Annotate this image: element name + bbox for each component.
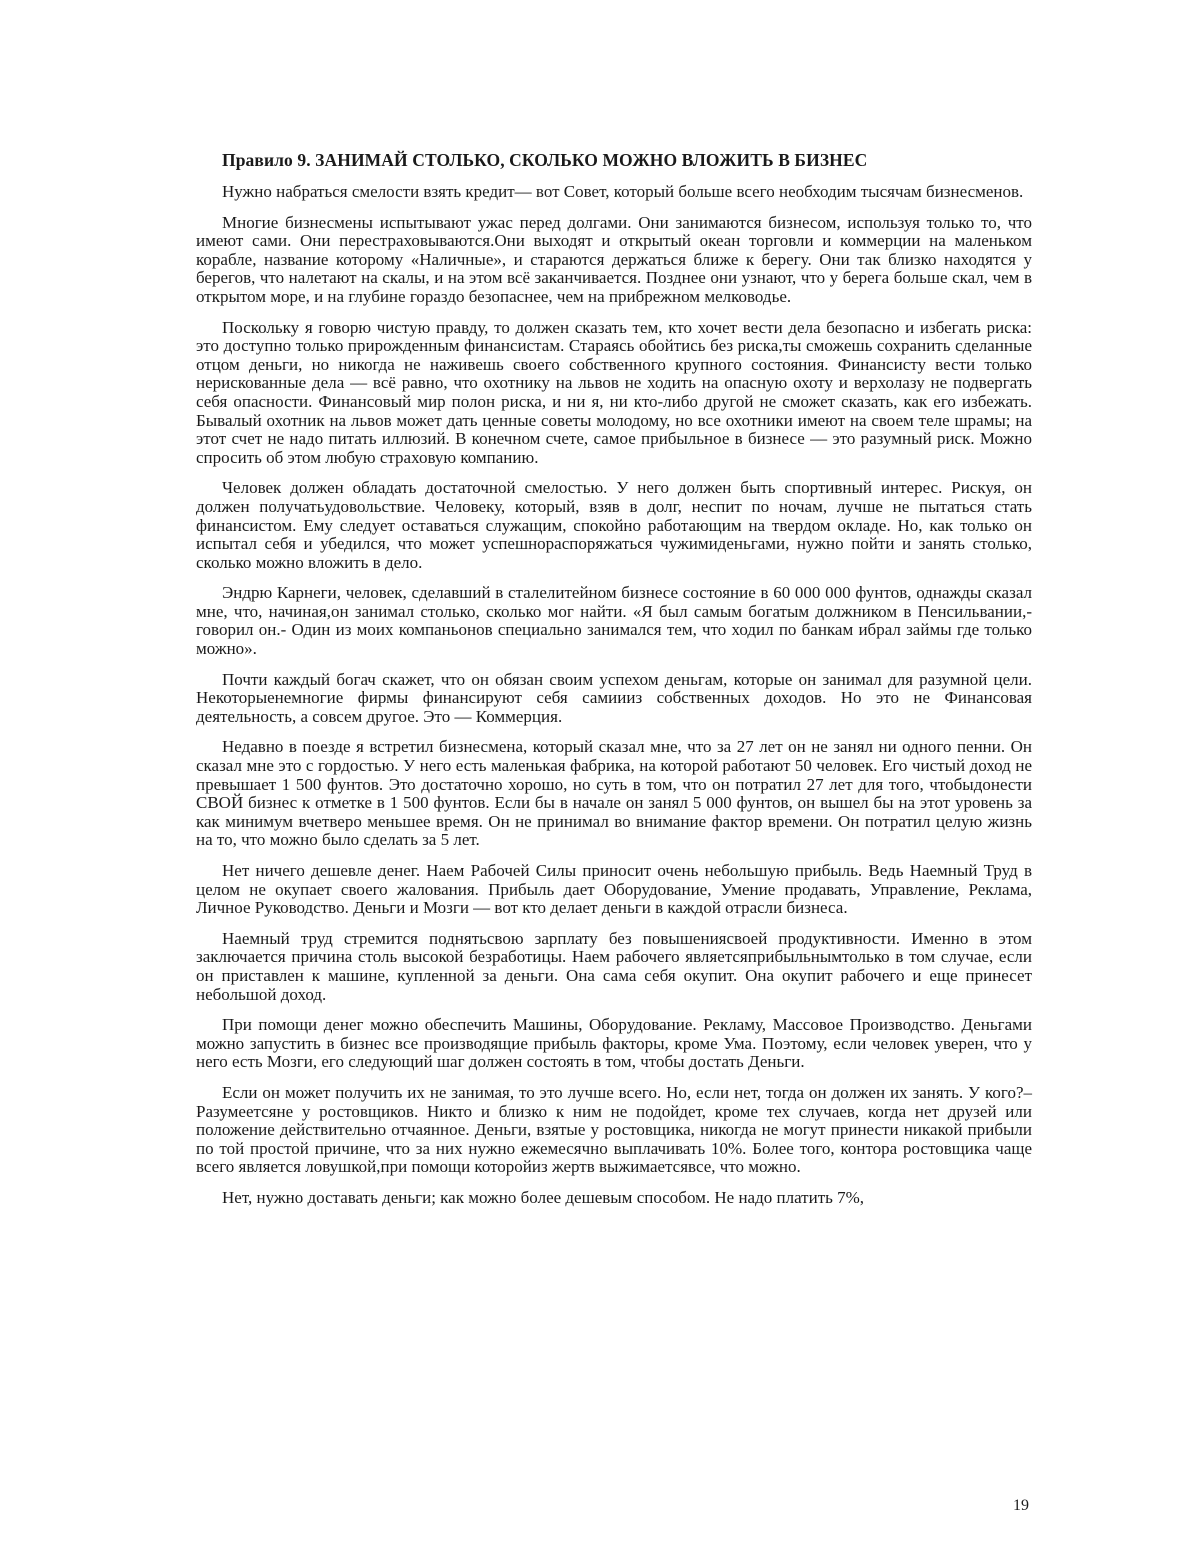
page-number: 19 — [1013, 1497, 1029, 1514]
paragraph: Многие бизнесмены испытывают ужас перед долгами. Они занимаются бизнесом, используя только то, что имеют сами. Они перестраховываются.Они выходят и открытый океан торговли и коммерции на маленьком корабле, название которому «Наличные», и стараются держаться ближе к берегу. Они так близко находятся у берегов, что налетают на скалы, и на этом всё заканчивается. Позднее они узнают, что у берега больше скал, чем в открытом море, и на глубине гораздо безопаснее, чем на прибрежном мелководье. — [196, 212, 1032, 306]
page-body — [196, 150, 1032, 1220]
paragraph: Эндрю Карнеги, человек, сделавший в сталелитейном бизнесе состояние в 60 000 000 фунтов, однажды сказал мне, что, начиная,он занимал столько, сколько мог найти. «Я был самым богатым должником в Пенсильвании,- говорил он.- Один из моих компаньонов специально занимался тем, что ходил по банкам ибрал займы где только можно». — [196, 583, 1032, 659]
section-heading: Правило 9. ЗАНИМАЙ СТОЛЬКО, СКОЛЬКО МОЖНО ВЛОЖИТЬ В БИЗНЕС — [222, 150, 868, 170]
paragraph: Человек должен обладать достаточной смелостью. У него должен быть спортивный интерес. Рискуя, он должен получатьудовольствие. Человеку, который, взяв в долг, неспит по ночам, лучше не пытаться стать финансистом. Ему следует оставаться служащим, спокойно работающим на твердом окладе. Но, как только он испытал себя и убедился, что может успешнораспоряжаться чужимиденьгами, нужно пойти и занять столько, сколько можно вложить в дело. — [196, 478, 1032, 572]
paragraph: Наемный труд стремится поднятьсвою зарплату без повышениясвоей продуктивности. Именно в этом заключается причина столь высокой безработицы. Наем рабочего являетсяприбыльнымтолько в том случае, если он приставлен к машине, купленной за деньги. Она сама себя окупит. Она окупит рабочего и еще принесет небольшой доход. — [196, 928, 1032, 1004]
paragraph: Нет ничего дешевле денег. Наем Рабочей Силы приносит очень небольшую прибыль. Ведь Наемный Труд в целом не окупает своего жалования. Прибыль дает Оборудование, Умение продавать, Управление, Реклама, Личное Руководство. Деньги и Мозги — вот кто делает деньги в каждой отрасли бизнеса. — [196, 861, 1032, 918]
paragraph: Если он может получить их не занимая, то это лучше всего. Но, если нет, тогда он должен их занять. У кого?– Разумеетсяне у ростовщиков. Никто и близко к ним не подойдет, кроме тех случаев, когда нет друзей или положение действительно отчаянное. Деньги, взятые у ростовщика, никогда не могут принести никакой прибыли по той простой причине, что за них нужно ежемесячно выплачивать 10%. Более того, контора ростовщика чаще всего является ловушкой,при помощи которойиз жертв выжимаетсявсе, что можно. — [196, 1082, 1032, 1177]
paragraph: При помощи денег можно обеспечить Машины, Оборудование. Рекламу, Массовое Производство. Деньгами можно запустить в бизнес все производящие прибыль факторы, кроме Ума. Поэтому, если человек уверен, что у него есть Мозги, его следующий шаг должен состоять в том, чтобы достать Деньги. — [196, 1015, 1032, 1072]
paragraph: Недавно в поезде я встретил бизнесмена, который сказал мне, что за 27 лет он не занял ни одного пенни. Он сказал мне это с гордостью. У него есть маленькая фабрика, на которой работают 50 человек. Его чистый доход не превышает 1 500 фунтов. Это достаточно хорошо, но суть в том, что он потратил 27 лет для того, чтобыдонести СВОЙ бизнес к отметке в 1 500 фунтов. Если бы в начале он занял 5 000 фунтов, он вышел бы на этот уровень за как минимум вчетверо меньшее время. Он не принимал во внимание фактор времени. Он потратил целую жизнь на то, что можно было сделать за 5 лет. — [196, 737, 1032, 850]
paragraph: Нужно набраться смелости взять кредит— вот Совет, который больше всего необходим тысячам бизнесменов. — [222, 182, 1024, 201]
paragraph: Поскольку я говорю чистую правду, то должен сказать тем, кто хочет вести дела безопасно и избегать риска: это доступно только прирожденным финансистам. Стараясь обойтись без риска,ты сможешь сохранить сделанные отцом деньги, но никогда не наживешь своего собственного крупного состояния. Финансисту вести только нерискованные дела — всё равно, что охотнику на львов не ходить на опасную охоту и верхолазу не подвергать себя опасности. Финансовый мир полон риска, и ни я, ни кто-либо другой не сможет сказать, как его избежать. Бывалый охотник на львов может дать ценные советы молодому, но все охотники имеют на своем теле шрамы; на этот счет не надо питать иллюзий. В конечном счете, самое прибыльное в бизнесе — это разумный риск. Можно спросить об этом любую страховую компанию. — [196, 317, 1032, 467]
paragraph: Почти каждый богач скажет, что он обязан своим успехом деньгам, которые он занимал для разумной цели. Некоторыенемногие фирмы финансируют себя самиииз собственных доходов. Но это не Финансовая деятельность, а совсем другое. Это — Коммерция. — [196, 669, 1032, 726]
paragraph: Нет, нужно доставать деньги; как можно более дешевым способом. Не надо платить 7%, — [222, 1187, 865, 1207]
